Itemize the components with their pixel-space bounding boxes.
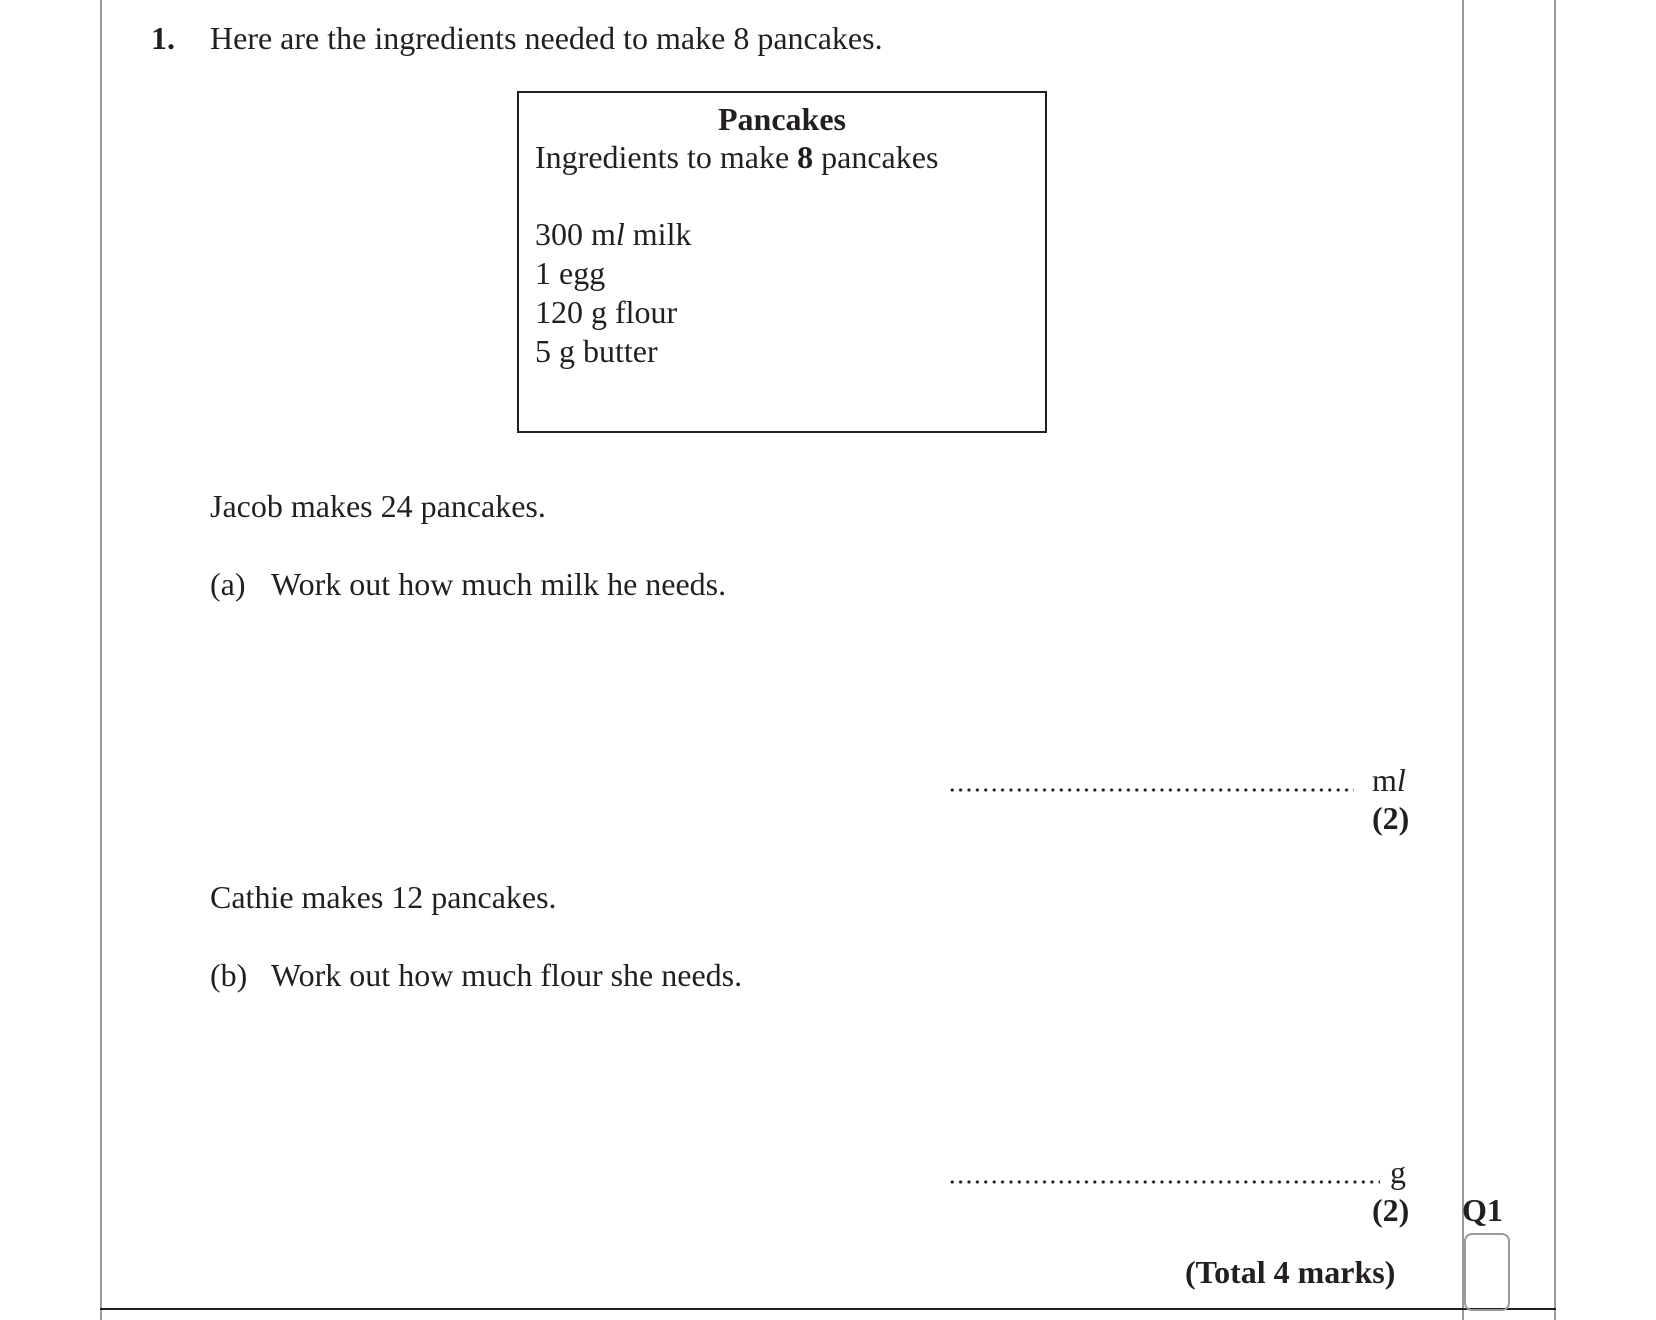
unit-italic: l (1396, 762, 1406, 798)
part-b-text: Work out how much flour she needs. (271, 957, 743, 993)
recipe-box (517, 91, 1047, 433)
question-intro: Here are the ingredients needed to make 8 pancakes. (210, 20, 883, 56)
part-b-label: (b) (210, 957, 248, 993)
recipe-subtitle-prefix: Ingredients to make (535, 139, 798, 175)
ingredient-amount: 1 (535, 255, 551, 291)
answer-line-b[interactable] (948, 1180, 1380, 1184)
ingredient-egg (535, 255, 605, 292)
left-margin-line (100, 0, 102, 1320)
total-marks: (Total 4 marks) (1185, 1254, 1396, 1290)
right-margin-line (1462, 0, 1464, 1320)
ingredient-amount: 120 g (535, 294, 607, 330)
unit-prefix: m (1372, 762, 1397, 798)
examiner-mark-box[interactable] (1464, 1233, 1510, 1311)
unit-ml-a (1372, 762, 1406, 799)
answer-line-a[interactable] (948, 788, 1354, 792)
ingredient-amount: 300 m (535, 216, 616, 252)
part-a-label: (a) (210, 566, 246, 602)
part-a-text: Work out how much milk he needs. (271, 566, 727, 602)
ingredient-name: flour (607, 294, 678, 330)
ingredient-butter (535, 333, 658, 370)
ingredient-unit: l (615, 216, 625, 252)
ingredient-milk (535, 216, 691, 253)
question-end-rule (100, 1308, 1556, 1310)
statement-b: Cathie makes 12 pancakes. (210, 879, 557, 915)
ingredient-flour (535, 294, 677, 331)
ingredient-name: butter (575, 333, 658, 369)
recipe-subtitle-suffix: pancakes (813, 139, 939, 175)
unit-g-b: g (1390, 1154, 1406, 1190)
marks-b: (2) (1372, 1192, 1410, 1228)
recipe-subtitle (535, 139, 938, 176)
question-number: 1. (151, 20, 175, 56)
recipe-subtitle-count: 8 (797, 139, 814, 175)
outer-margin-line (1554, 0, 1556, 1320)
ingredient-name: egg (551, 255, 606, 291)
marks-a: (2) (1372, 800, 1410, 836)
recipe-title: Pancakes (718, 101, 846, 137)
ingredient-name: milk (624, 216, 692, 252)
statement-a: Jacob makes 24 pancakes. (210, 488, 546, 524)
margin-question-label: Q1 (1462, 1192, 1503, 1228)
ingredient-amount: 5 g (535, 333, 575, 369)
